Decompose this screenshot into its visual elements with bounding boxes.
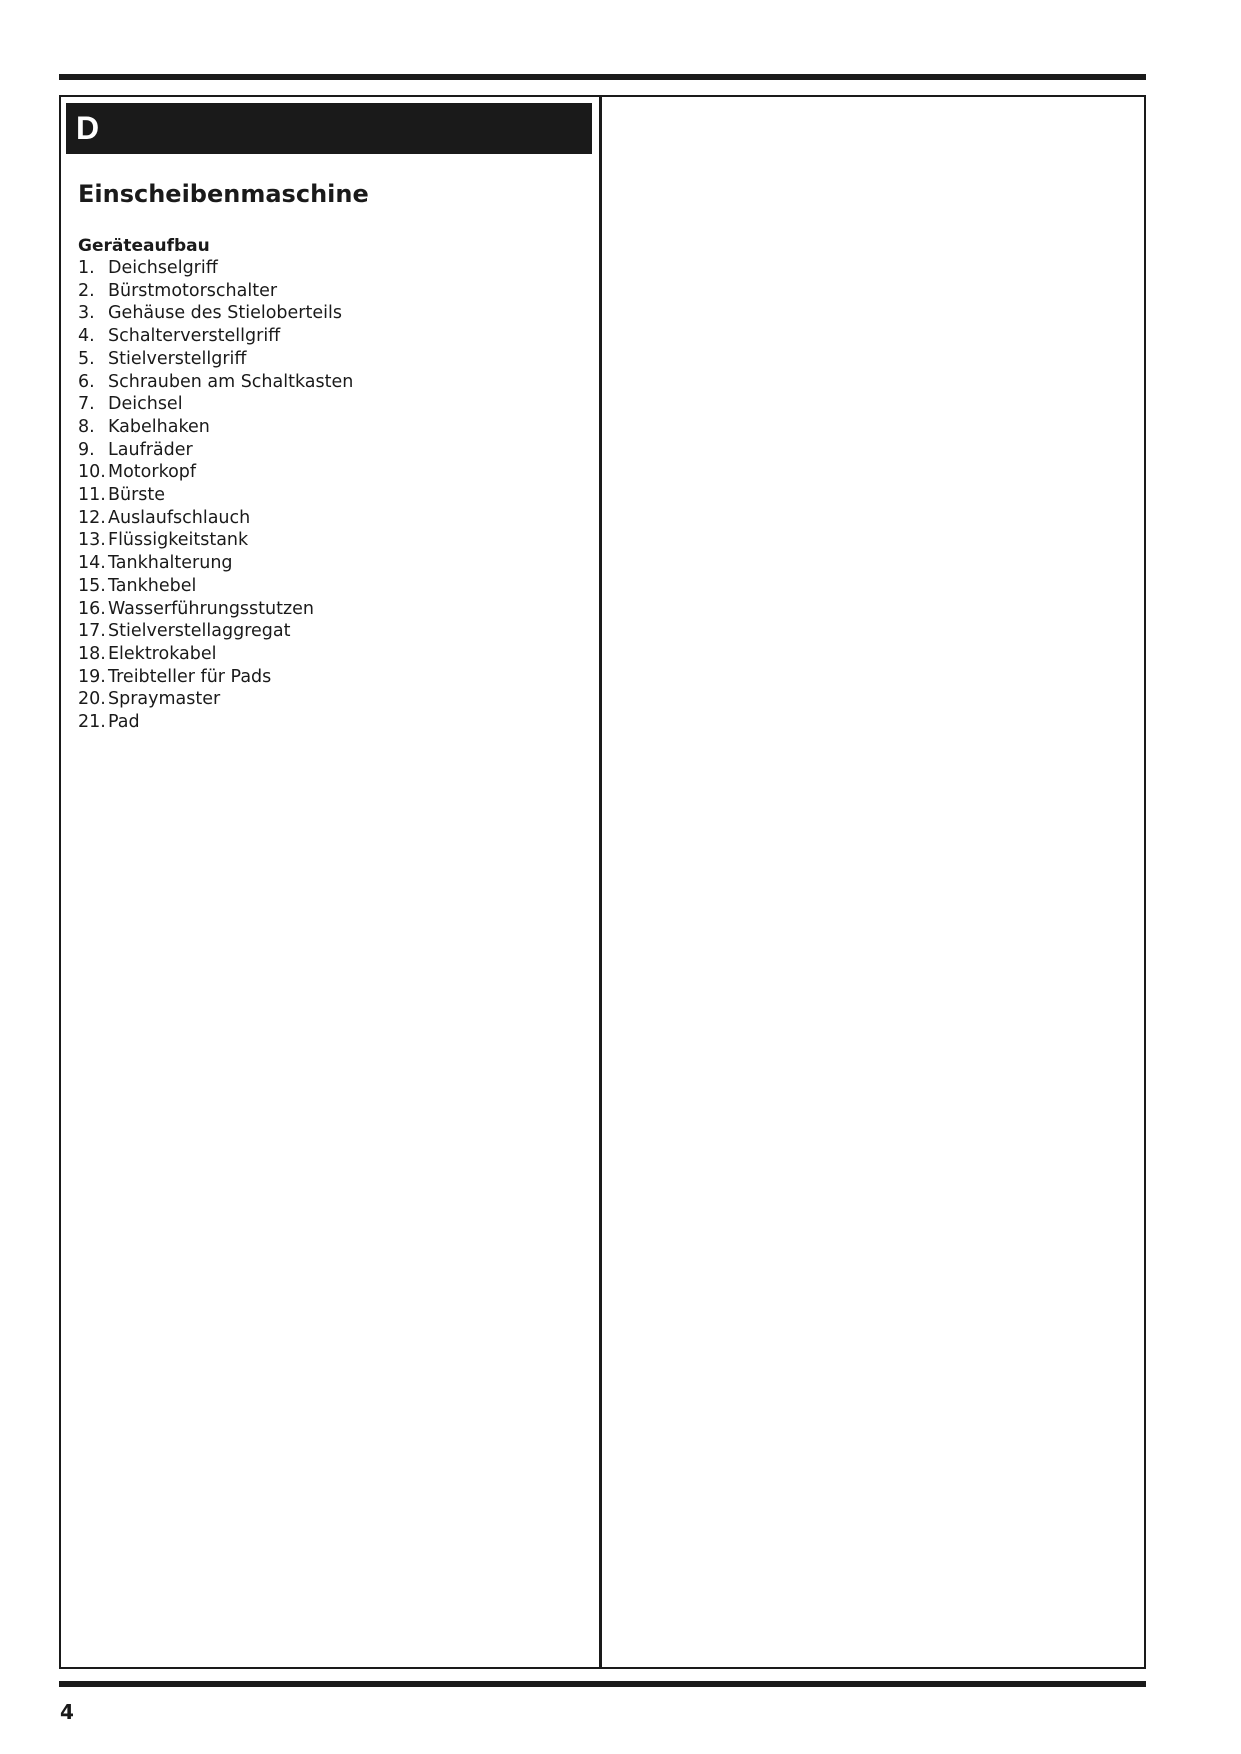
- list-item-text: Flüssigkeitstank: [108, 530, 249, 551]
- list-item-number: 13.: [78, 530, 106, 551]
- list-item-text: Spraymaster: [108, 689, 221, 710]
- list-item: [78, 257, 592, 280]
- list-item: [78, 552, 592, 575]
- list-item-text: Tankhebel: [108, 575, 197, 596]
- list-item-text: Schrauben am Schaltkasten: [108, 371, 354, 392]
- list-item: [78, 416, 592, 439]
- list-item-number: 9.: [78, 439, 95, 460]
- list-item: [78, 348, 592, 371]
- list-item: [78, 302, 592, 325]
- page-title: Einscheibenmaschine: [78, 180, 369, 208]
- list-item: [78, 371, 592, 394]
- left-column: [66, 103, 592, 734]
- list-item-text: Stielverstellgriff: [108, 348, 247, 369]
- list-item: [78, 575, 592, 598]
- bottom-rule: [59, 1681, 1146, 1687]
- list-item-number: 6.: [78, 371, 95, 392]
- list-item: [78, 643, 592, 666]
- page-number: 4: [60, 1700, 74, 1724]
- list-item-text: Kabelhaken: [108, 416, 210, 437]
- list-item: [78, 280, 592, 303]
- list-item: [78, 461, 592, 484]
- list-item-number: 5.: [78, 348, 95, 369]
- parts-section: [66, 235, 592, 734]
- column-divider: [599, 95, 602, 1669]
- list-item: [78, 325, 592, 348]
- list-item-text: Stielverstellaggregat: [108, 621, 291, 642]
- top-rule: [59, 74, 1146, 80]
- list-item-text: Deichselgriff: [108, 258, 218, 278]
- list-item-number: 1.: [78, 258, 95, 278]
- list-item: [78, 529, 592, 552]
- list-item-number: 12.: [78, 507, 106, 528]
- parts-list: [78, 257, 592, 734]
- list-item: [78, 688, 592, 711]
- list-item-text: Deichsel: [108, 394, 183, 415]
- list-item: [78, 711, 592, 734]
- list-item-number: 16.: [78, 598, 106, 619]
- list-item-number: 20.: [78, 689, 106, 710]
- list-item-text: Treibteller für Pads: [108, 666, 272, 687]
- parts-heading: Geräteaufbau: [78, 236, 210, 256]
- list-item-text: Wasserführungsstutzen: [108, 598, 315, 619]
- list-item-number: 3.: [78, 303, 95, 324]
- list-item-text: Tankhalterung: [108, 553, 233, 574]
- list-item: [78, 598, 592, 621]
- list-item: [78, 666, 592, 689]
- list-item-number: 14.: [78, 553, 106, 574]
- list-item-text: Laufräder: [108, 439, 193, 460]
- list-item-text: Schalterverstellgriff: [108, 326, 281, 347]
- list-item-number: 4.: [78, 326, 95, 347]
- list-item-text: Auslaufschlauch: [108, 507, 251, 528]
- list-item-text: Elektrokabel: [108, 643, 217, 664]
- list-item-number: 2.: [78, 280, 95, 301]
- list-item-number: 17.: [78, 621, 106, 642]
- list-item: [78, 620, 592, 643]
- list-item: [78, 393, 592, 416]
- list-item-number: 18.: [78, 643, 106, 664]
- list-item-text: Bürstmotorschalter: [108, 280, 278, 301]
- list-item-number: 7.: [78, 394, 95, 415]
- list-item-text: Gehäuse des Stieloberteils: [108, 303, 342, 324]
- list-item-number: 11.: [78, 485, 106, 506]
- list-item-number: 19.: [78, 666, 106, 687]
- list-item-number: 10.: [78, 462, 106, 483]
- list-item: [78, 507, 592, 530]
- list-item-number: 8.: [78, 416, 95, 437]
- list-item-text: Bürste: [108, 485, 166, 506]
- list-item-number: 15.: [78, 575, 106, 596]
- list-item-number: 21.: [78, 712, 106, 733]
- list-item: [78, 484, 592, 507]
- list-item: [78, 439, 592, 462]
- list-item-text: Pad: [108, 712, 140, 733]
- list-item-text: Motorkopf: [108, 462, 197, 483]
- language-tab: D: [66, 103, 592, 154]
